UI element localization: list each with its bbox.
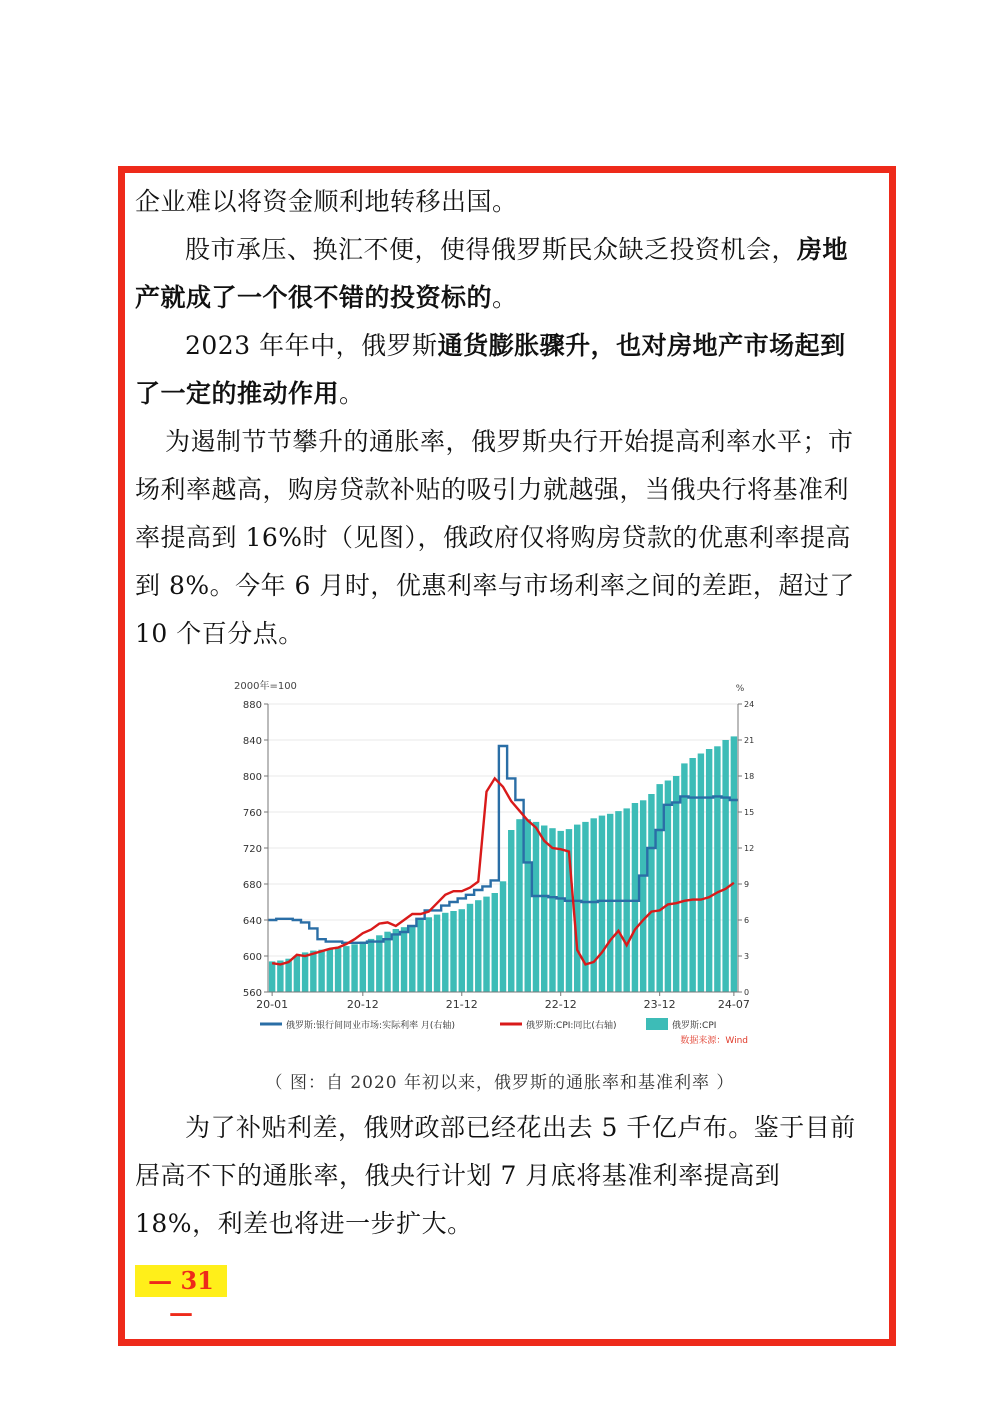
legend-cpi-yoy-label: 俄罗斯:CPI:同比(右轴) xyxy=(526,1021,617,1031)
cpi-bar xyxy=(508,830,514,992)
paragraph-2 xyxy=(135,226,865,322)
cpi-bar xyxy=(665,781,671,993)
page-number: — 31 — xyxy=(135,1265,227,1297)
legend-rate-label: 俄罗斯:银行间同业市场:实际利率 月(右轴) xyxy=(286,1021,455,1031)
cpi-bar xyxy=(426,917,432,992)
cpi-bar xyxy=(714,746,720,992)
cpi-bar xyxy=(590,818,596,992)
text-segment: 2023 年年中，俄罗斯 xyxy=(185,331,438,360)
cpi-bar xyxy=(475,900,481,992)
cpi-bar xyxy=(335,948,341,992)
paragraph-4 xyxy=(135,418,865,658)
left-tick-label: 800 xyxy=(242,772,262,783)
cpi-bar xyxy=(269,961,275,992)
paragraph-1 xyxy=(135,178,865,226)
legend-cpi-label: 俄罗斯:CPI xyxy=(672,1021,717,1031)
left-tick-label: 840 xyxy=(242,736,262,747)
x-tick-label: 20-01 xyxy=(256,998,289,1011)
cpi-bar xyxy=(500,881,506,992)
cpi-bar xyxy=(401,927,407,992)
left-axis-label: 2000年=100 xyxy=(234,681,297,692)
cpi-bar xyxy=(722,740,728,992)
cpi-bar xyxy=(549,828,555,992)
right-tick-label: 21 xyxy=(744,736,755,745)
cpi-bar xyxy=(450,911,456,992)
cpi-bar xyxy=(533,822,539,992)
cpi-bar xyxy=(698,754,704,993)
chart-svg xyxy=(228,676,768,1056)
cpi-bar xyxy=(459,909,465,992)
right-tick-label: 15 xyxy=(744,808,755,817)
cpi-bar xyxy=(360,942,366,992)
cpi-bar xyxy=(558,831,564,992)
cpi-bar xyxy=(574,825,580,992)
cpi-bar xyxy=(582,822,588,992)
cpi-bar xyxy=(681,763,687,992)
cpi-bar xyxy=(689,758,695,992)
cpi-bar xyxy=(409,925,415,992)
right-tick-label: 24 xyxy=(744,700,755,709)
paragraph-3 xyxy=(135,322,865,418)
cpi-bar xyxy=(706,749,712,992)
left-tick-label: 600 xyxy=(242,952,262,963)
text-segment: 股市承压、换汇不便，使得俄罗斯民众缺乏投资机会， xyxy=(185,235,798,264)
text-segment: 房地产就成了一个很不错的投资标的 xyxy=(135,235,849,312)
left-tick-label: 640 xyxy=(242,916,262,927)
cpi-bar xyxy=(492,893,498,992)
cpi-bar xyxy=(384,932,390,992)
text-segment: 通货膨胀骤升，也对房地产市场起到了一定的推动作用 xyxy=(135,331,846,408)
text-segment: 。 xyxy=(339,379,365,408)
x-tick-label: 24-07 xyxy=(717,998,750,1011)
left-tick-label: 720 xyxy=(242,844,262,855)
cpi-bar xyxy=(731,736,737,992)
cpi-bar xyxy=(516,819,522,992)
cpi-bar xyxy=(483,897,489,992)
cpi-bar xyxy=(393,929,399,992)
cpi-bar xyxy=(376,935,382,992)
text-segment: 。 xyxy=(492,283,518,312)
data-source: 数据来源：Wind xyxy=(680,1036,748,1046)
cpi-bar xyxy=(467,904,473,992)
cpi-bar xyxy=(310,951,316,992)
x-tick-label: 20-12 xyxy=(346,998,379,1011)
x-tick-label: 22-12 xyxy=(544,998,577,1011)
cpi-bar xyxy=(302,952,308,992)
right-tick-label: 12 xyxy=(744,844,755,853)
cpi-bar xyxy=(434,915,440,992)
right-axis-label: % xyxy=(735,684,745,694)
inflation-rate-chart xyxy=(228,676,768,1056)
cpi-bar xyxy=(442,913,448,992)
cpi-bar xyxy=(607,814,613,992)
left-tick-label: 880 xyxy=(242,700,262,711)
cpi-bar xyxy=(525,819,531,992)
right-tick-label: 9 xyxy=(744,880,750,889)
cpi-bar xyxy=(640,800,646,992)
figure-caption: （ 图：自 2020 年初以来，俄罗斯的通胀率和基准利率 ） xyxy=(265,1073,735,1093)
cpi-bar xyxy=(673,776,679,992)
cpi-bar xyxy=(648,794,654,992)
text-segment: 企业难以将资金顺利地转移出国。 xyxy=(135,187,518,216)
left-tick-label: 560 xyxy=(242,988,262,999)
cpi-bar xyxy=(343,946,349,992)
paragraph-5 xyxy=(135,1104,865,1248)
right-tick-label: 6 xyxy=(744,916,750,925)
legend-cpi-swatch xyxy=(646,1018,668,1030)
cpi-bar xyxy=(368,939,374,992)
cpi-bar xyxy=(632,803,638,992)
text-segment: 为遏制节节攀升的通胀率，俄罗斯央行开始提高利率水平；市场利率越高，购房贷款补贴的吸引力就越强，当俄央行将基准利率提高到 16%时（见图），俄政府仅将购房贷款的优惠利率提高到 8%。今年 6 月时，优惠利率与市场利率之间的差距，超过了 10 个百分点。 xyxy=(135,427,855,648)
left-tick-label: 760 xyxy=(242,808,262,819)
cpi-bar xyxy=(599,816,605,992)
cpi-bar xyxy=(351,944,357,992)
cpi-bar xyxy=(541,826,547,993)
left-tick-label: 680 xyxy=(242,880,262,891)
x-tick-label: 21-12 xyxy=(445,998,478,1011)
cpi-bar xyxy=(294,956,300,992)
right-tick-label: 3 xyxy=(744,952,750,961)
right-tick-label: 0 xyxy=(744,988,750,997)
cpi-bar xyxy=(417,920,423,992)
cpi-bar xyxy=(327,949,333,992)
cpi-bar xyxy=(656,784,662,992)
x-tick-label: 23-12 xyxy=(643,998,676,1011)
cpi-bar xyxy=(318,950,324,992)
right-tick-label: 18 xyxy=(744,772,755,781)
text-segment: 为了补贴利差，俄财政部已经花出去 5 千亿卢布。鉴于目前居高不下的通胀率，俄央行计划 7 月底将基准利率提高到 18%，利差也将进一步扩大。 xyxy=(135,1113,856,1238)
